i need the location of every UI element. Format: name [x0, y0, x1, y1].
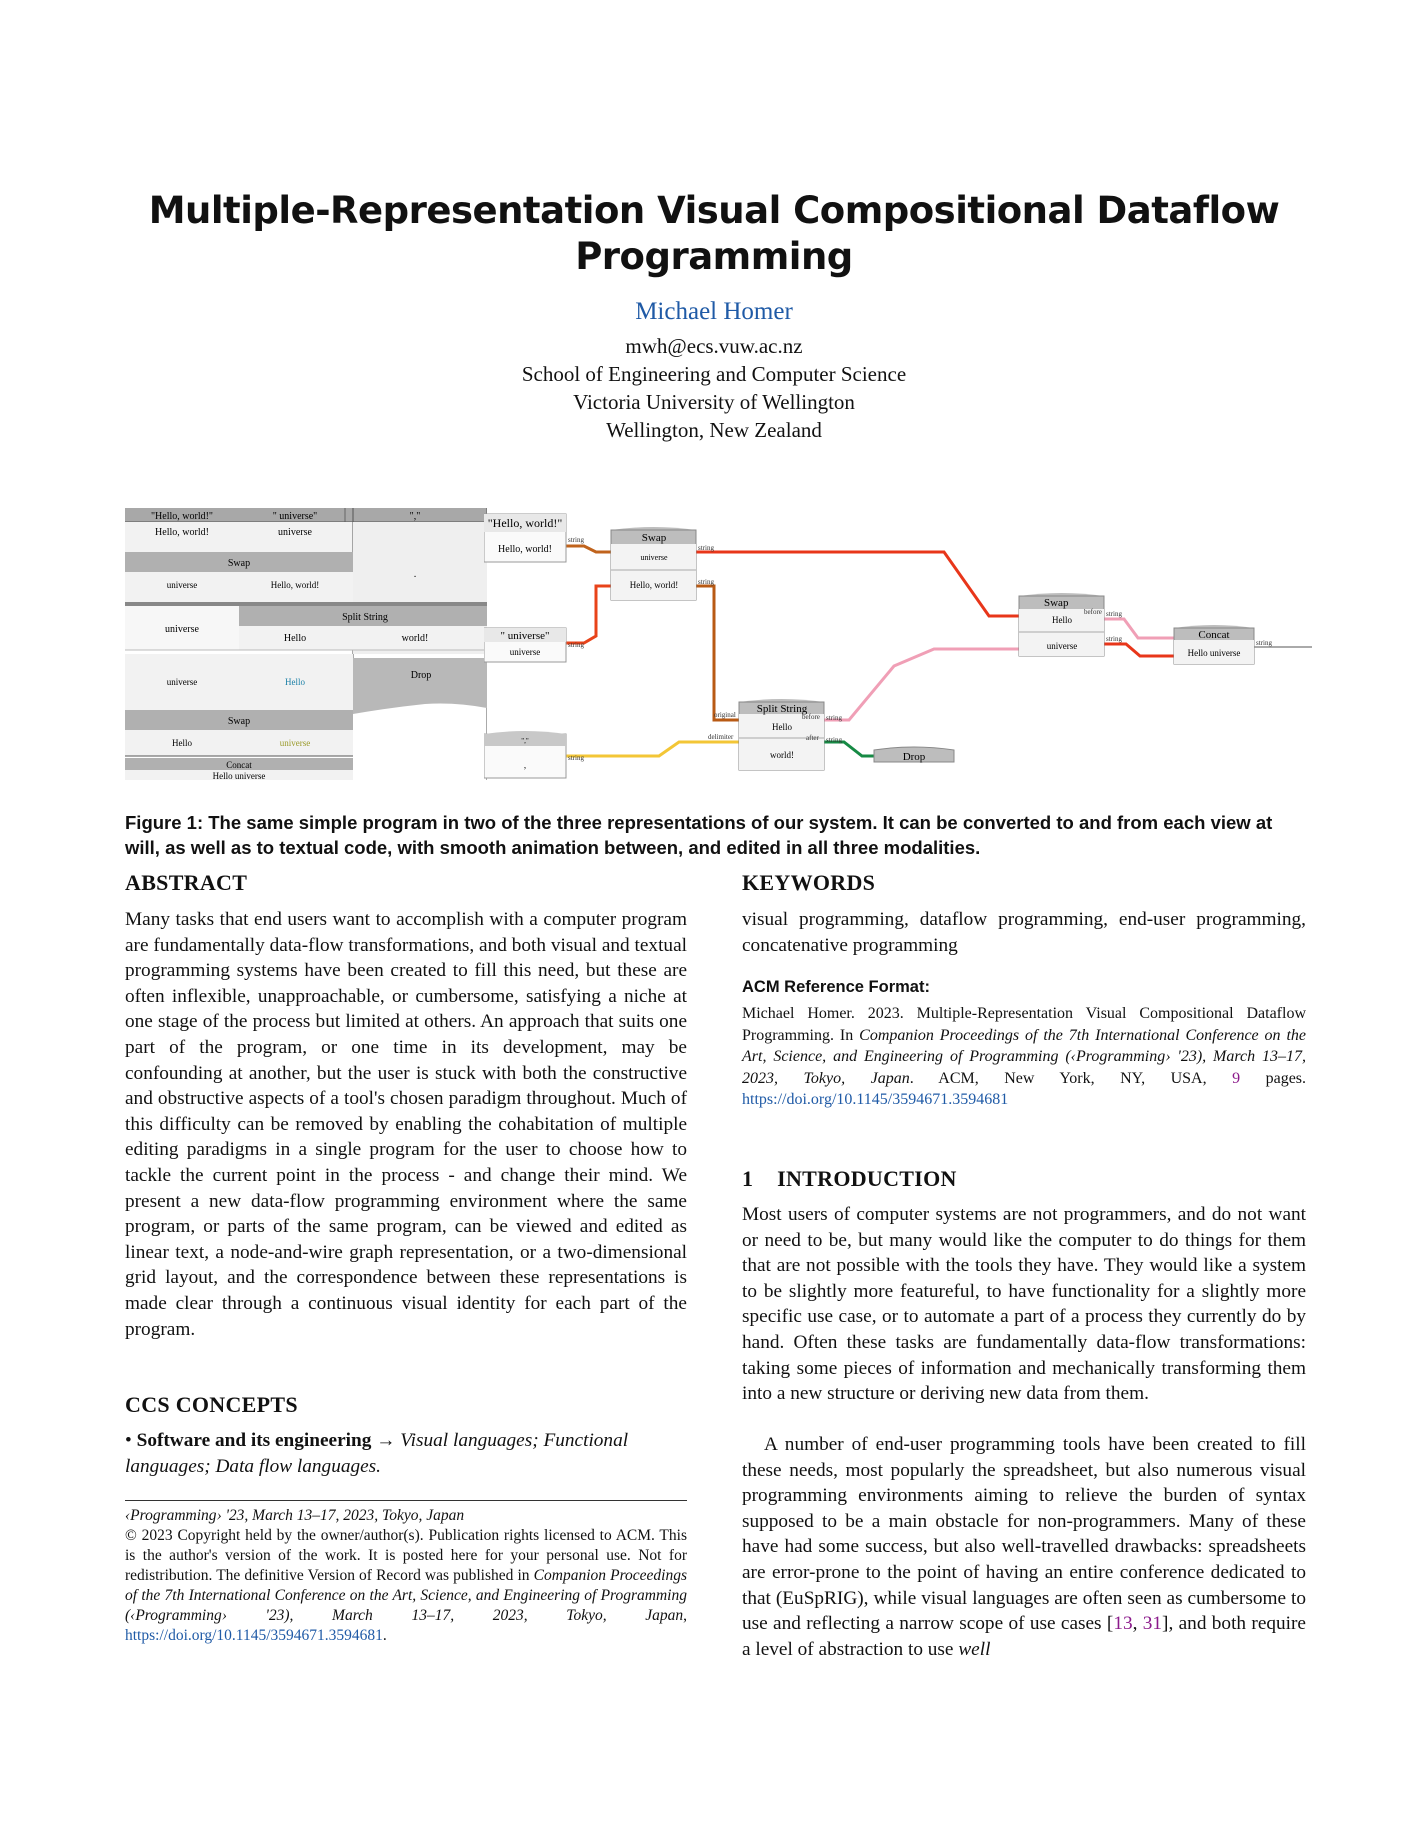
node-swap-1[interactable] — [611, 527, 714, 600]
svg-text:Swap: Swap — [641, 532, 667, 544]
svg-text:delimiter: delimiter — [708, 733, 734, 741]
grid-split-hello: Hello — [283, 633, 307, 644]
svg-text:universe: universe — [1046, 641, 1078, 651]
figure-graph-view — [484, 506, 1312, 786]
svg-text:string: string — [568, 754, 584, 762]
svg-text:string: string — [698, 578, 714, 586]
intro-heading — [742, 1166, 957, 1192]
svg-text:string: string — [568, 641, 584, 649]
svg-text:world!: world! — [770, 750, 794, 760]
node-universe-literal[interactable] — [484, 628, 584, 662]
footnote-rule — [125, 1500, 687, 1501]
svg-text:Concat: Concat — [1198, 629, 1230, 641]
reference-publisher: . ACM, New York, NY, USA, — [909, 1069, 1207, 1087]
ccs-bullet: • — [125, 1430, 132, 1451]
grid-swap1-out-2: Hello, world! — [270, 580, 320, 590]
reference-prefix: Michael Homer. 2023. Multiple-Representation Visual Compositional Dataflow Programming. In — [742, 1005, 1306, 1044]
svg-text:string: string — [1106, 610, 1122, 618]
svg-text:universe: universe — [509, 647, 541, 657]
grid-swap2-out-1: Hello — [172, 738, 192, 748]
wire-split-to-swap2 — [824, 649, 1019, 720]
footnote-copyright: © 2023 Copyright held by the owner/author(s). Publication rights licensed to ACM. This is the author's version of the work. It is posted here for your personal use. Not for redistribution. The definitive Version of Record was published in — [125, 1527, 687, 1584]
reference-text — [742, 1003, 1306, 1111]
title-line-2: Programming — [575, 235, 853, 278]
svg-text:Drop: Drop — [410, 670, 432, 681]
title-line-1: Multiple-Representation Visual Compositional Dataflow — [148, 189, 1280, 232]
svg-text:·: · — [413, 572, 417, 583]
ccs-arrow: → — [376, 1430, 396, 1451]
grid-comma-title: "," — [409, 511, 421, 522]
wire-hello-to-swap — [566, 546, 611, 552]
footnote-doi-link[interactable]: https://doi.org/10.1145/3594671.3594681 — [125, 1627, 383, 1644]
reference-pages-num[interactable]: 9 — [1232, 1069, 1241, 1087]
wire-swap2-to-concat-2 — [1104, 644, 1174, 656]
reference-doi-link[interactable]: https://doi.org/10.1145/3594671.3594681 — [742, 1091, 1009, 1108]
svg-text:Split String: Split String — [756, 703, 808, 715]
figure-caption: Figure 1: The same simple program in two of the three representations of our system. It can be converted to and from each view at will, as well as to textual code, with smooth animation between, and edited in all three modalities. — [125, 812, 1273, 858]
ccs-items: Visual languages; Functional languages; Data flow languages. — [125, 1430, 629, 1477]
paper-title — [120, 188, 1308, 280]
svg-text:Swap: Swap — [227, 558, 251, 569]
node-hello-literal[interactable] — [484, 514, 584, 562]
wire-split-to-drop — [824, 742, 874, 756]
svg-text:" universe": " universe" — [500, 630, 550, 642]
grid-split-universe: universe — [165, 624, 199, 635]
grid-concat-out: Hello universe — [212, 771, 266, 780]
grid-hello-value: Hello, world! — [155, 527, 209, 538]
svg-text:",": "," — [521, 737, 529, 745]
svg-text:universe: universe — [640, 553, 668, 562]
svg-text:Hello universe: Hello universe — [1187, 648, 1241, 658]
wire-swap-to-split — [696, 586, 739, 720]
figure-grid-view — [125, 508, 487, 780]
svg-text:Drop: Drop — [902, 751, 926, 763]
svg-text:string: string — [826, 736, 842, 744]
svg-text:string: string — [568, 536, 584, 544]
keywords-text: visual programming, dataflow programming, end-user programming, concatenative programming — [742, 909, 1306, 956]
author-university: Victoria University of Wellington — [573, 390, 855, 414]
author-email: mwh@ecs.vuw.ac.nz — [625, 334, 803, 358]
grid-universe-value: universe — [278, 527, 312, 538]
svg-text:original: original — [714, 711, 736, 719]
intro-heading-number: 1 — [742, 1166, 754, 1191]
abstract-text: Many tasks that end users want to accomplish with a computer program are fundamentally data-flow transformations, and both visual and textual programming systems have been created to fill this need, but these are often inflexible, unapproachable, or cumbersome, satisfying a niche at one stage of the process but limited at others. An approach that suits one part of the program, or one time in its development, may be confounding at another, but the user is stuck with both the constructive and obstructive aspects of a tool's chosen paradigm throughout. Much of this difficulty can be removed by enabling the cohabitation of multiple editing paradigms in a single program for the user to choose how to tackle the current point in the process - and change their mind. We present a new data-flow programming environment where the same program, or parts of the same program, can be viewed and edited as linear text, a node-and-wire graph representation, or a two-dimensional grid layout, and the correspondence between these representations is made clear through a continuous visual identity for each part of the program. — [125, 909, 687, 1340]
wire-comma-to-split — [566, 742, 739, 756]
svg-text:Hello: Hello — [1052, 615, 1072, 625]
grid-swap1-out-1: universe — [166, 580, 198, 590]
footnote-venue: ‹Programming› '23, March 13–17, 2023, Tokyo, Japan — [125, 1507, 465, 1524]
abstract-heading: ABSTRACT — [125, 870, 248, 895]
svg-text:universe: universe — [166, 677, 198, 687]
ccs-category: Software and its engineering — [136, 1430, 372, 1451]
author-school: School of Engineering and Computer Science — [521, 362, 907, 386]
svg-text:before: before — [802, 713, 820, 721]
svg-text:Hello: Hello — [772, 722, 792, 732]
node-split-string[interactable] — [708, 699, 842, 770]
intro-heading-text: INTRODUCTION — [777, 1166, 957, 1191]
footnote-proceedings: Companion Proceedings of the 7th International Conference on the Art, Science, and Engineering of Programming (‹Programming› '23), March 13–17, 2023, Tokyo, Japan — [125, 1567, 688, 1624]
reference-heading: ACM Reference Format: — [742, 978, 930, 996]
svg-text:Hello, world!: Hello, world! — [629, 580, 679, 590]
grid-split-world: world! — [401, 633, 429, 644]
svg-text:Concat: Concat — [226, 760, 252, 770]
reference-pages-word: pages. — [1265, 1069, 1307, 1087]
svg-text:Split String: Split String — [342, 612, 388, 623]
svg-text:Swap: Swap — [1044, 597, 1069, 609]
author-location: Wellington, New Zealand — [606, 418, 822, 442]
svg-text:,: , — [523, 760, 527, 770]
wire-universe-to-swap — [566, 586, 611, 643]
intro-paragraph-1: Most users of computer systems are not programmers, and do not want or need to be, but many would like the computer to do things for them that are not possible with the tools they have. They would like a system to be slightly more featureful, to have functionality for a slightly more specific use case, or to automate a part of a process they currently do by hand. Often these tasks are fundamentally data-flow transformations: taking some pieces of information and mechanically transforming them into a new structure or deriving new data from them. — [742, 1204, 1306, 1405]
author-name[interactable]: Michael Homer — [635, 298, 793, 325]
ccs-heading: CCS CONCEPTS — [125, 1392, 298, 1417]
grid-universe-title: " universe" — [272, 511, 318, 522]
svg-text:string: string — [826, 714, 842, 722]
grid-hello-title: "Hello, world!" — [150, 511, 214, 522]
wire-swap-to-swap2 — [696, 552, 1019, 616]
keywords-heading: KEYWORDS — [742, 870, 876, 895]
ccs-concepts — [125, 1428, 687, 1479]
node-comma-literal[interactable] — [484, 731, 584, 778]
node-concat[interactable] — [1174, 625, 1272, 664]
svg-text:before: before — [1084, 608, 1102, 616]
grid-swap2-out-2: universe — [279, 738, 311, 748]
svg-text:string: string — [1256, 639, 1272, 647]
intro-paragraph-2: A number of end-user programming tools have been created to fill these needs, most popularly the spreadsheet, but also numerous visual programming environments aiming to relieve the burden of syntax supposed to be a main obstacle for non-programmers. Many of these have had some success, but also well-travelled drawbacks: spreadsheets are error-prone to the point of having an entire conference dedicated to that (EuSpRIG), while visual languages are often seen as cumbersome to use and reflecting a narrow scope of use cases [13, 31], and both require a level of abstraction to use well — [742, 1434, 1306, 1660]
citation-13[interactable]: 13 — [1113, 1613, 1133, 1635]
svg-text:Hello, world!: Hello, world! — [498, 544, 552, 555]
svg-text:Swap: Swap — [227, 716, 251, 727]
svg-text:Hello: Hello — [285, 677, 305, 687]
svg-text:"Hello, world!": "Hello, world!" — [487, 516, 563, 530]
svg-text:string: string — [698, 544, 714, 552]
footnote: ‹Programming› '23, March 13–17, 2023, Tokyo, Japan © 2023 Copyright held by the owner/author(s). Publication rights licensed to ACM. This is the author's version of the work. It is posted here for your personal use. Not for redistribution. The definitive Version of Record was published in Companion Proceedings of the 7th International Conference on the Art, Science, and Engineering of Programming (‹Programming› '23), March 13–17, 2023, Tokyo, Japan, https://doi.org/10.1145/3594671.3594681. — [125, 1507, 688, 1644]
node-drop[interactable] — [874, 747, 954, 763]
reference-proceedings: Companion Proceedings of the 7th International Conference on the Art, Science, and Engineering of Programming (‹Programming› '23), March 13–17, 2023, Tokyo, Japan — [742, 1026, 1306, 1087]
node-swap-2[interactable] — [1019, 593, 1122, 656]
svg-text:after: after — [806, 734, 819, 742]
citation-31[interactable]: 31 — [1142, 1613, 1163, 1635]
svg-text:string: string — [1106, 635, 1122, 643]
